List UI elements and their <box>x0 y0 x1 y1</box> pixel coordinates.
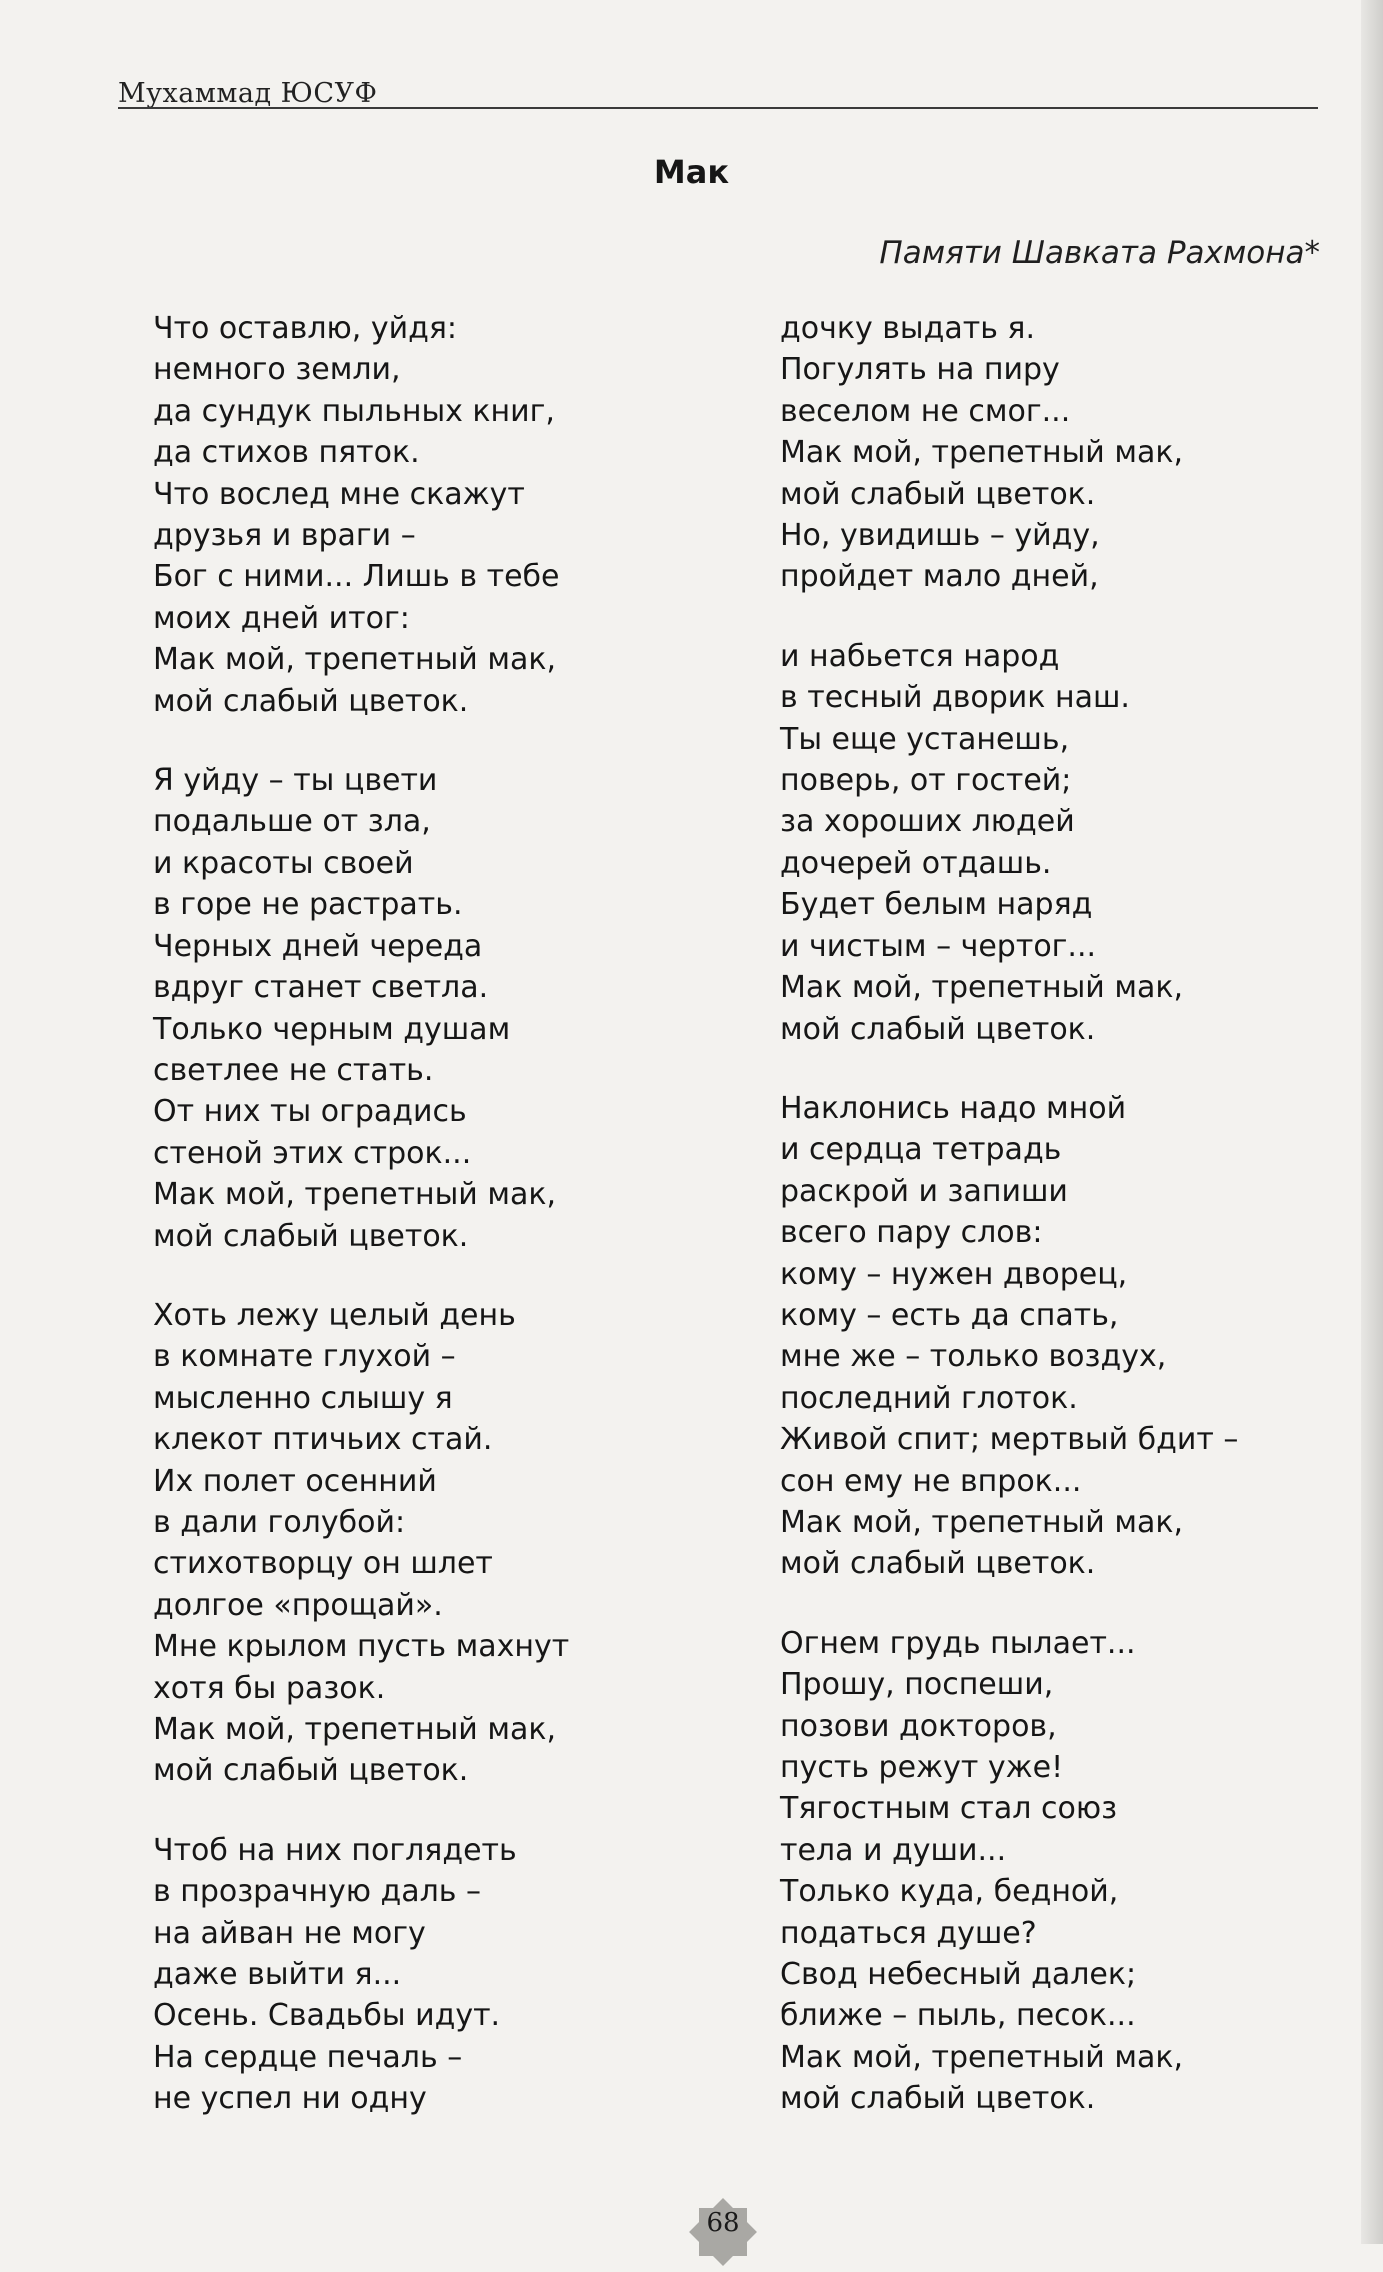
running-head: Мухаммад ЮСУФ <box>118 78 378 109</box>
page-number-badge <box>683 2192 763 2272</box>
poem-line: стихотворцу он шлет <box>153 1546 493 1582</box>
poem-line: Погулять на пиру <box>780 352 1060 388</box>
poem-line: пусть режут уже! <box>780 1750 1064 1785</box>
poem-line: и красоты своей <box>153 845 414 881</box>
poem-line: Черных дней череда <box>153 928 483 964</box>
poem-line: Бог с ними... Лишь в тебе <box>153 559 560 595</box>
stanza <box>153 308 673 722</box>
poem-line: Прошу, поспеши, <box>780 1667 1054 1703</box>
poem-line: Ты еще устанешь, <box>780 721 1070 757</box>
poem-line: Свод небесный далек; <box>780 1957 1137 1993</box>
poem-line: в тесный дворик наш. <box>780 680 1130 716</box>
poem-line: всего пару слов: <box>780 1215 1043 1251</box>
poem-line: светлее не стать. <box>153 1052 434 1088</box>
poem-line: дочку выдать я. <box>780 311 1035 346</box>
poem-dedication: Памяти Шавката Рахмона* <box>879 235 1320 271</box>
poem-line: Будет белым наряд <box>780 887 1093 923</box>
poem-line: дочерей отдашь. <box>780 845 1052 881</box>
poem-line: в горе не растрать. <box>153 887 463 923</box>
poem-line: сон ему не впрок... <box>780 1463 1082 1499</box>
poem-line: Мак мой, трепетный мак, <box>153 642 557 678</box>
poem-line: долгое «прощай». <box>153 1587 443 1623</box>
left-column <box>153 308 673 2158</box>
poem-line: На сердце печаль – <box>153 2039 463 2075</box>
poem-line: мой слабый цветок. <box>780 1011 1096 1047</box>
poem-line: Что оставлю, уйдя: <box>153 311 457 346</box>
stanza <box>780 1623 1300 2120</box>
stanza <box>780 636 1300 1050</box>
poem-line: ближе – пыль, песок... <box>780 1998 1136 2034</box>
poem-line: в дали голубой: <box>153 1504 406 1540</box>
poem-line: мысленно слышу я <box>153 1380 453 1416</box>
poem-line: Я уйду – ты цвети <box>153 763 438 799</box>
poem-line: пройдет мало дней, <box>780 559 1099 595</box>
poem-line: последний глоток. <box>780 1380 1078 1416</box>
poem-line: Чтоб на них поглядеть <box>153 1832 517 1868</box>
poem-line: податься душе? <box>780 1915 1037 1951</box>
poem-line: и набьется народ <box>780 638 1060 674</box>
poem-line: вдруг станет светла. <box>153 970 489 1006</box>
page-number: 68 <box>706 2208 740 2238</box>
poem-line: мне же – только воздух, <box>780 1339 1167 1375</box>
poem-line: Их полет осенний <box>153 1463 437 1499</box>
header-rule <box>118 107 1318 109</box>
poem-line: Осень. Свадьбы идут. <box>153 1998 501 2034</box>
stanza <box>780 1088 1300 1585</box>
poem-line: раскрой и запиши <box>780 1173 1068 1209</box>
stanza <box>153 1295 673 1792</box>
poem-line: друзья и враги – <box>153 518 416 554</box>
poem-line: и чистым – чертог... <box>780 928 1097 964</box>
poem-line: да стихов пяток. <box>153 435 420 471</box>
poem-line: Тягостным стал союз <box>780 1791 1118 1827</box>
poem-line: за хороших людей <box>780 804 1075 840</box>
poem-line: мой слабый цветок. <box>153 683 469 719</box>
poem-line: на айван не могу <box>153 1915 426 1951</box>
poem-line: Хоть лежу целый день <box>153 1297 516 1333</box>
poem-line: мой слабый цветок. <box>153 1218 469 1254</box>
poem-line: моих дней итог: <box>153 600 410 636</box>
stanza <box>153 1830 673 2120</box>
poem-line: немного земли, <box>153 352 401 388</box>
stanza <box>780 308 1300 598</box>
poem-line: мой слабый цветок. <box>780 476 1096 512</box>
poem-line: в прозрачную даль – <box>153 1874 482 1910</box>
poem-line: тела и души... <box>780 1832 1007 1868</box>
poem-line: Мак мой, трепетный мак, <box>780 435 1184 471</box>
poem-line: От них ты оградись <box>153 1094 467 1130</box>
poem-line: в комнате глухой – <box>153 1339 456 1375</box>
poem-line: стеной этих строк... <box>153 1135 472 1171</box>
poem-line: да сундук пыльных книг, <box>153 393 555 429</box>
poem-line: кому – есть да спать, <box>780 1297 1119 1333</box>
poem-line: Живой спит; мертвый бдит – <box>780 1422 1239 1458</box>
poem-line: Но, увидишь – уйду, <box>780 518 1100 554</box>
poem-line: кому – нужен дворец, <box>780 1256 1128 1292</box>
poem-line: Мак мой, трепетный мак, <box>780 970 1184 1006</box>
poem-line: позови докторов, <box>780 1708 1057 1744</box>
poem-line: мой слабый цветок. <box>780 2081 1096 2117</box>
poem-line: Мак мой, трепетный мак, <box>780 1504 1184 1540</box>
right-column <box>780 308 1300 2158</box>
poem-line: Мак мой, трепетный мак, <box>153 1177 557 1213</box>
poem-line: даже выйти я... <box>153 1957 402 1993</box>
poem-line: Только черным душам <box>153 1011 511 1047</box>
poem-line: Только куда, бедной, <box>780 1874 1119 1910</box>
poem-line: клекот птичьих стай. <box>153 1422 493 1458</box>
poem-title: Мак <box>653 153 730 191</box>
poem-line: Мак мой, трепетный мак, <box>153 1712 557 1747</box>
poem-line: Мак мой, трепетный мак, <box>780 2039 1184 2075</box>
page-edge-shadow <box>1361 0 1383 2244</box>
poem-line: Что вослед мне скажут <box>153 476 525 512</box>
stanza <box>153 760 673 1257</box>
poem-line: мой слабый цветок. <box>153 1753 469 1789</box>
poem-line: веселом не смог... <box>780 393 1071 429</box>
poem-line: Огнем грудь пылает... <box>780 1625 1136 1661</box>
poem-line: и сердца тетрадь <box>780 1132 1062 1168</box>
poem-line: хотя бы разок. <box>153 1670 386 1706</box>
poem-line: Мне крылом пусть махнут <box>153 1629 570 1665</box>
poem-line: не успел ни одну <box>153 2081 427 2117</box>
poem-line: мой слабый цветок. <box>780 1546 1096 1582</box>
poem-line: подальше от зла, <box>153 804 431 840</box>
poem-line: поверь, от гостей; <box>780 763 1072 799</box>
poem-line: Наклонись надо мной <box>780 1090 1127 1126</box>
